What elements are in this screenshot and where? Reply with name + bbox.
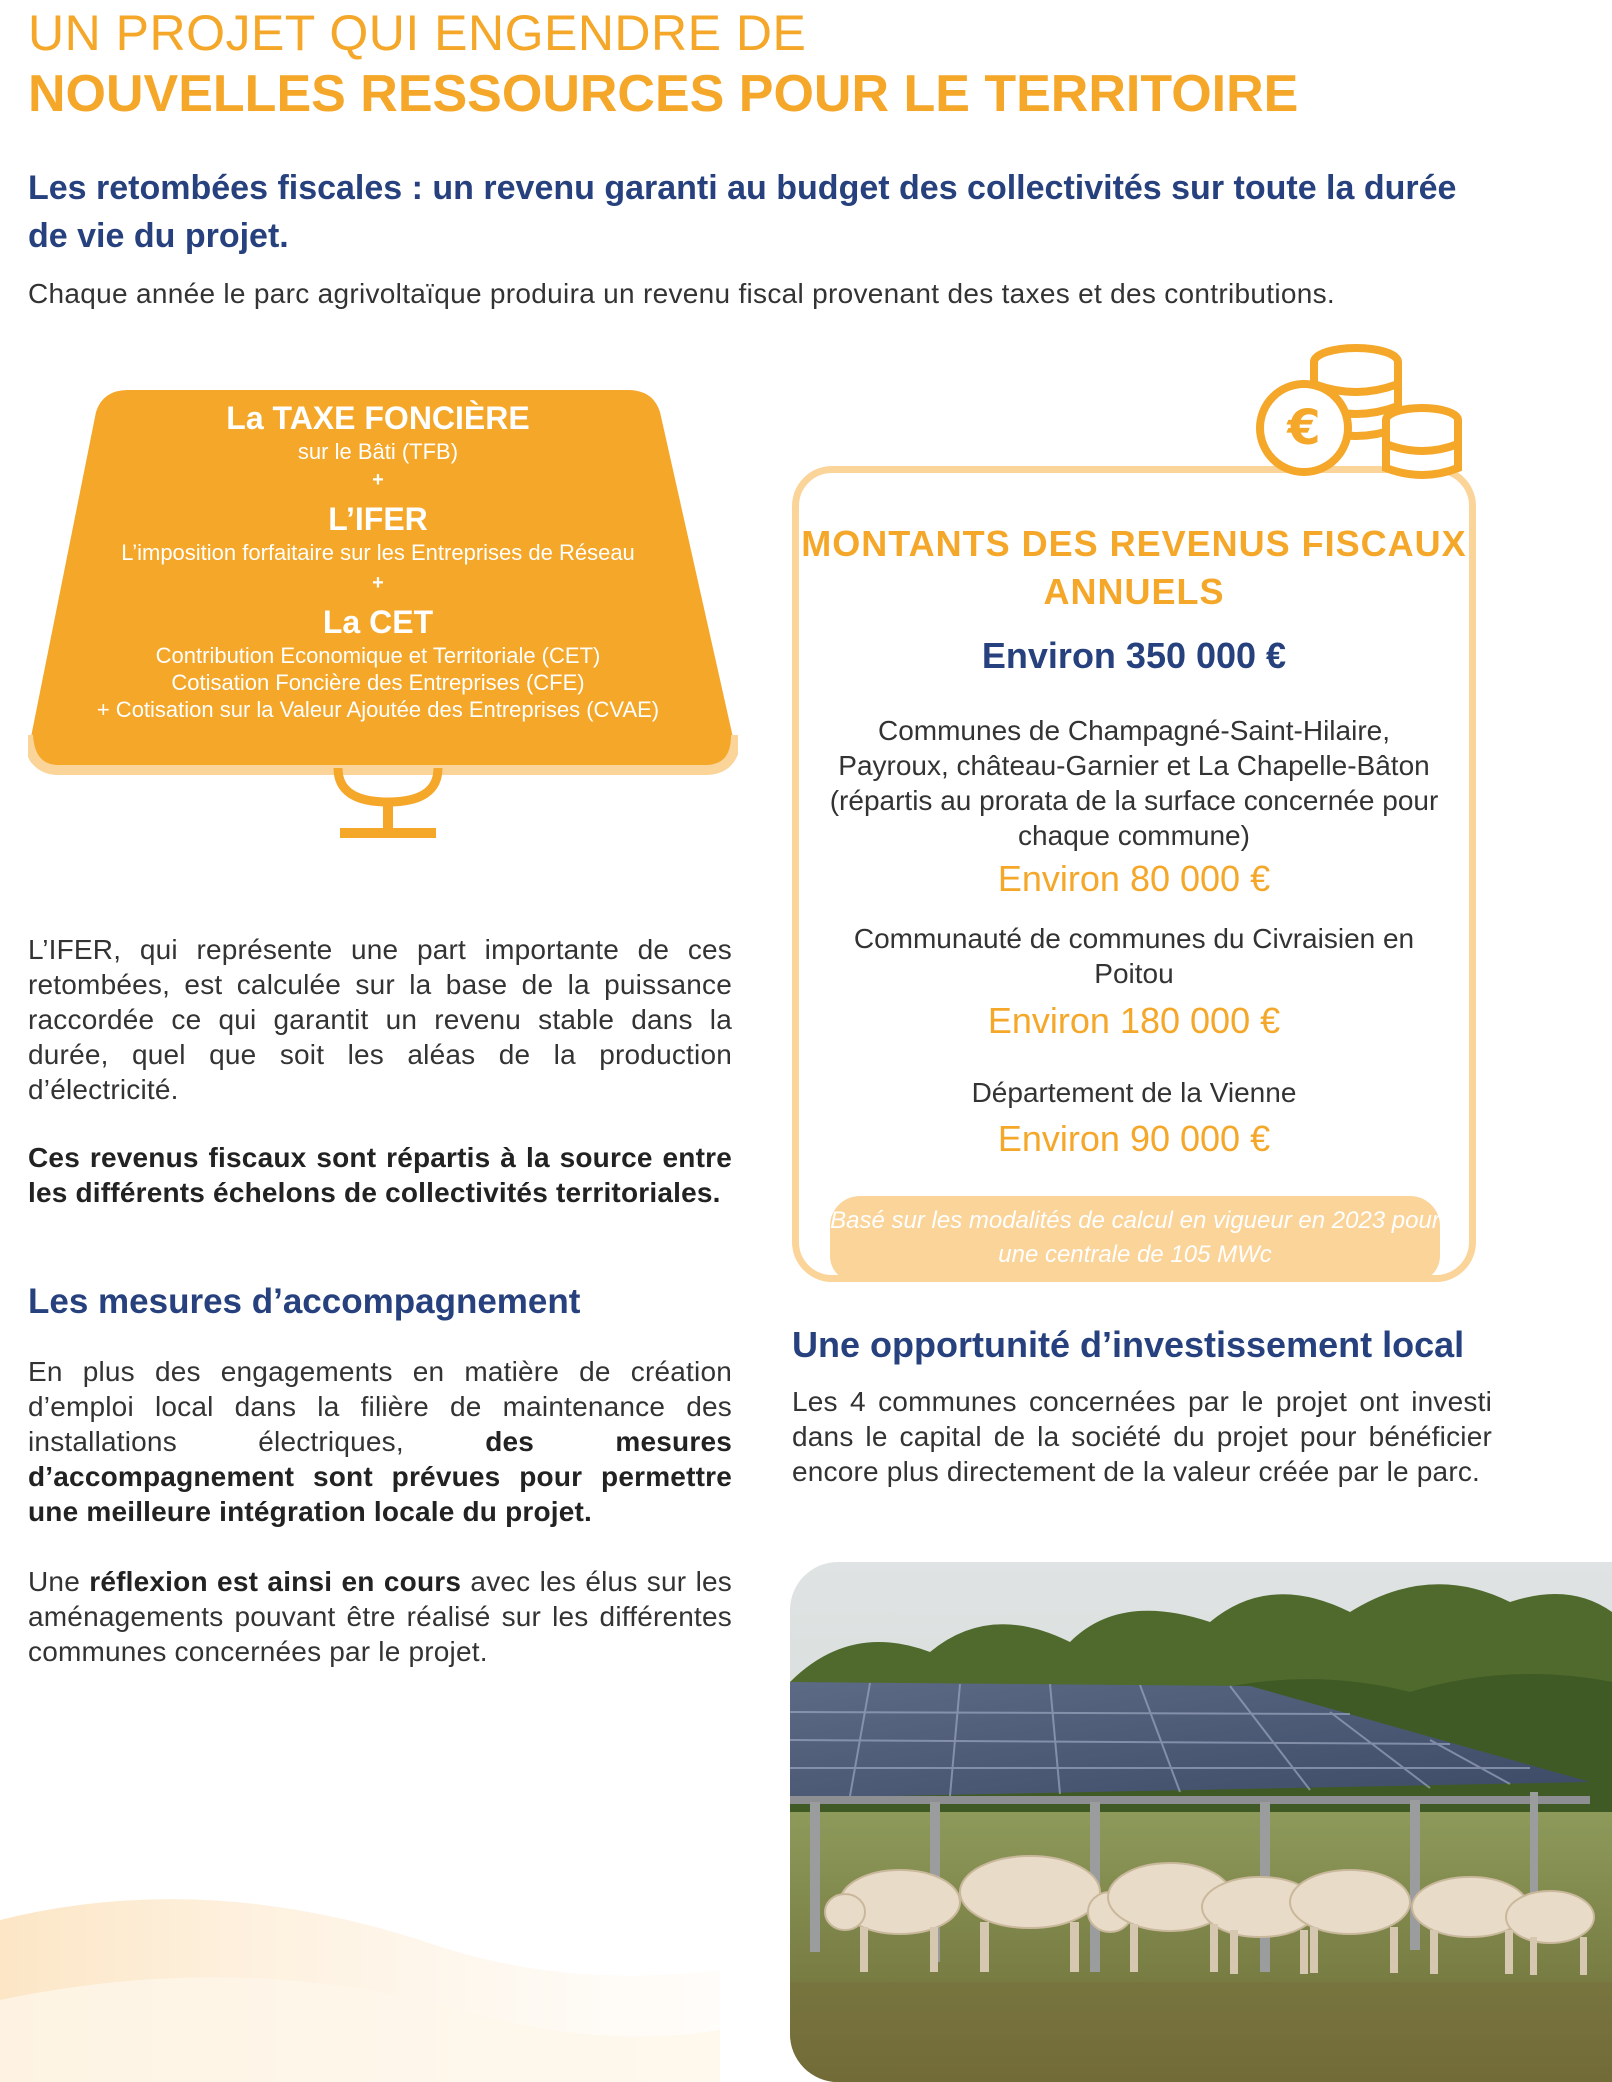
cc-label: Communauté de communes du Civraisien en Poitou bbox=[853, 923, 1415, 989]
repartition-paragraph: Ces revenus fiscaux sont répartis à la source entre les différents échelons de collectivités territoriales. bbox=[28, 1142, 732, 1208]
svg-text:€: € bbox=[1287, 400, 1321, 456]
ifer-paragraph: L’IFER, qui représente une part importante de ces retombées, est calculée sur la base de la puissance raccordée ce qui garantit un revenu stable dans la durée, quel que soit les aléas de la production d’électricité. bbox=[28, 934, 732, 1105]
plus-sign: + bbox=[372, 469, 384, 491]
investissement-heading: Une opportunité d’investissement local bbox=[792, 1324, 1465, 1365]
revenus-total: Environ 350 000 € bbox=[981, 635, 1287, 676]
cet-line2: Cotisation Foncière des Entreprises (CFE) bbox=[171, 670, 585, 695]
taxe-fonciere-sub: sur le Bâti (TFB) bbox=[297, 439, 459, 464]
calcul-note: Basé sur les modalités de calcul en vigueur en 2023 pour une centrale de 105 MWc bbox=[830, 1196, 1440, 1282]
departement-label: Département de la Vienne bbox=[971, 1077, 1297, 1108]
tax-components-panel bbox=[28, 390, 738, 840]
revenus-title: MONTANTS DES REVENUS FISCAUX ANNUELS bbox=[801, 523, 1467, 612]
reflexion-paragraph bbox=[28, 1564, 732, 1669]
decorative-wave bbox=[0, 1880, 720, 2082]
cet-line3: + Cotisation sur la Valeur Ajoutée des Entreprises (CVAE) bbox=[96, 697, 660, 722]
page-title-line1: UN PROJET QUI ENGENDRE DE bbox=[28, 5, 807, 61]
ifer-title: L’IFER bbox=[328, 501, 428, 537]
departement-amount: Environ 90 000 € bbox=[997, 1118, 1271, 1159]
plus-sign: + bbox=[372, 572, 384, 594]
communes-amount: Environ 80 000 € bbox=[997, 858, 1271, 899]
agrivoltaic-photo bbox=[790, 1562, 1612, 2082]
mesures-heading: Les mesures d’accompagnement bbox=[28, 1282, 581, 1321]
cet-line1: Contribution Economique et Territoriale (CET) bbox=[155, 643, 601, 668]
solar-panels-cows-illustration bbox=[790, 1562, 1612, 2082]
cc-amount: Environ 180 000 € bbox=[987, 1000, 1281, 1041]
taxe-fonciere-title: La TAXE FONCIÈRE bbox=[226, 400, 530, 436]
cet-title: La CET bbox=[322, 604, 434, 640]
communes-label: Communes de Champagné-Saint-Hilaire, Payroux, château-Garnier et La Chapelle-Bâton (répartis au prorata de la surface concernée pour chaque commune) bbox=[829, 715, 1439, 851]
mesures-bold-text: des mesures d’accompagnement sont prévues pour permettre une meilleure intégration locale du projet. bbox=[28, 1426, 732, 1527]
investissement-paragraph: Les 4 communes concernées par le projet ont investi dans le capital de la société du projet pour bénéficier encore plus directement de la valeur créée par le parc. bbox=[792, 1386, 1492, 1487]
euro-coins-icon bbox=[1252, 340, 1464, 490]
intro-text: Chaque année le parc agrivoltaïque produira un revenu fiscal provenant des taxes et des contributions. bbox=[28, 278, 1335, 309]
ifer-sub: L’imposition forfaitaire sur les Entreprises de Réseau bbox=[121, 540, 635, 565]
reflexion-bold-text: réflexion est ainsi en cours bbox=[89, 1566, 462, 1597]
reflexion-text-a: Une bbox=[28, 1566, 90, 1597]
mesures-text: En plus des engagements en matière de création d’emploi local dans la filière de maintenance des installations électriques, bbox=[28, 1356, 732, 1457]
section-subtitle: Les retombées fiscales : un revenu garanti au budget des collectivités sur toute la durée de vie du projet. bbox=[28, 169, 1457, 255]
pedestal-icon bbox=[328, 768, 468, 848]
reflexion-text-c: avec les élus sur les aménagements pouvant être réalisé sur les différentes communes concernées par le projet. bbox=[28, 1566, 732, 1667]
mesures-paragraph bbox=[28, 1354, 732, 1529]
page-title-line2: NOUVELLES RESSOURCES POUR LE TERRITOIRE bbox=[28, 65, 1299, 123]
